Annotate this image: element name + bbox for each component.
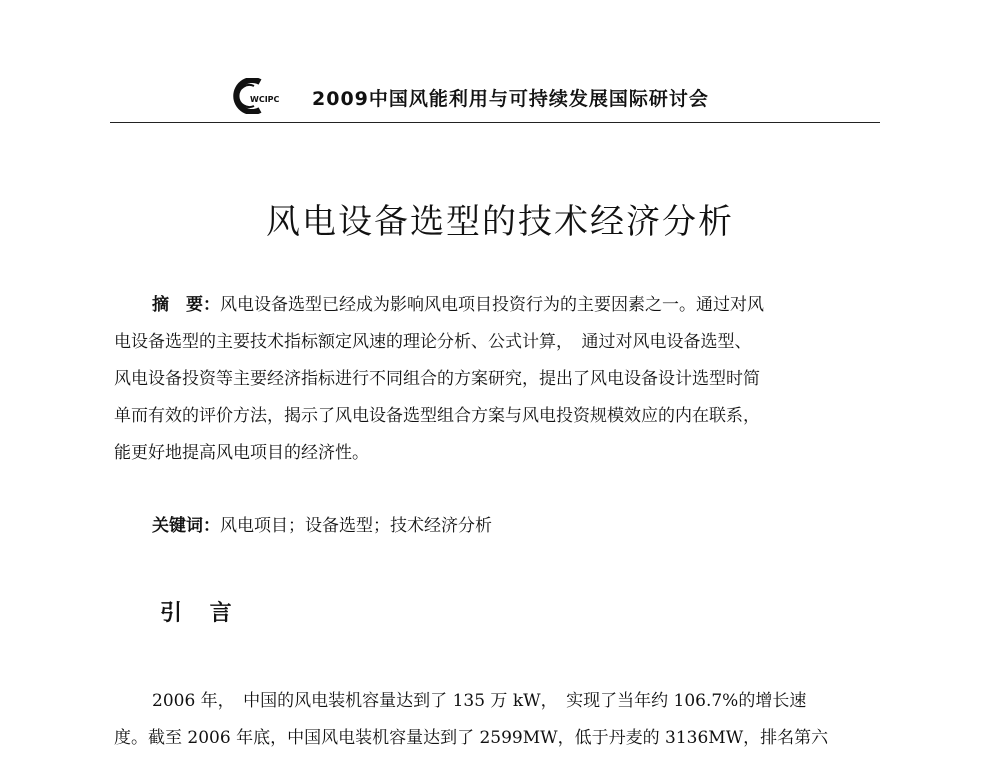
section-heading-introduction: 引 言 (160, 601, 242, 626)
keywords-text: 风电项目；设备选型；技术经济分析 (220, 516, 492, 536)
introduction-body (114, 683, 880, 757)
svg-text:WCIPC: WCIPC (250, 95, 280, 104)
page-header (110, 70, 880, 124)
abstract-line: 摘 要：风电设备选型已经成为影响风电项目投资行为的主要因素之一。通过对风 (152, 295, 764, 315)
abstract-line: 能更好地提高风电项目的经济性。 (114, 443, 369, 463)
body-line: 度。截至 2006 年底，中国风电装机容量达到了 2599MW，低于丹麦的 3136MW，排名第六 (114, 728, 829, 748)
header-divider (110, 122, 880, 123)
keywords-line (114, 508, 880, 545)
abstract-line: 电设备选型的主要技术指标额定风速的理论分析、公式计算， 通过对风电设备选型、 (114, 332, 752, 352)
abstract-line: 单而有效的评价方法，揭示了风电设备选型组合方案与风电投资规模效应的内在联系， (114, 406, 760, 426)
body-line: 2006 年， 中国的风电装机容量达到了 135 万 kW， 实现了当年约 106.7%的增长速 (152, 691, 807, 711)
conference-title: 2009中国风能利用与可持续发展国际研讨会 (312, 88, 709, 110)
conference-logo (230, 78, 290, 114)
paper-title: 风电设备选型的技术经济分析 (266, 202, 734, 242)
abstract-line: 风电设备投资等主要经济指标进行不同组合的方案研究，提出了风电设备设计选型时简 (114, 369, 760, 389)
abstract (114, 287, 880, 472)
keywords (114, 508, 880, 545)
keywords-label: 关键词： (152, 516, 220, 536)
abstract-label: 摘 要： (152, 295, 220, 315)
